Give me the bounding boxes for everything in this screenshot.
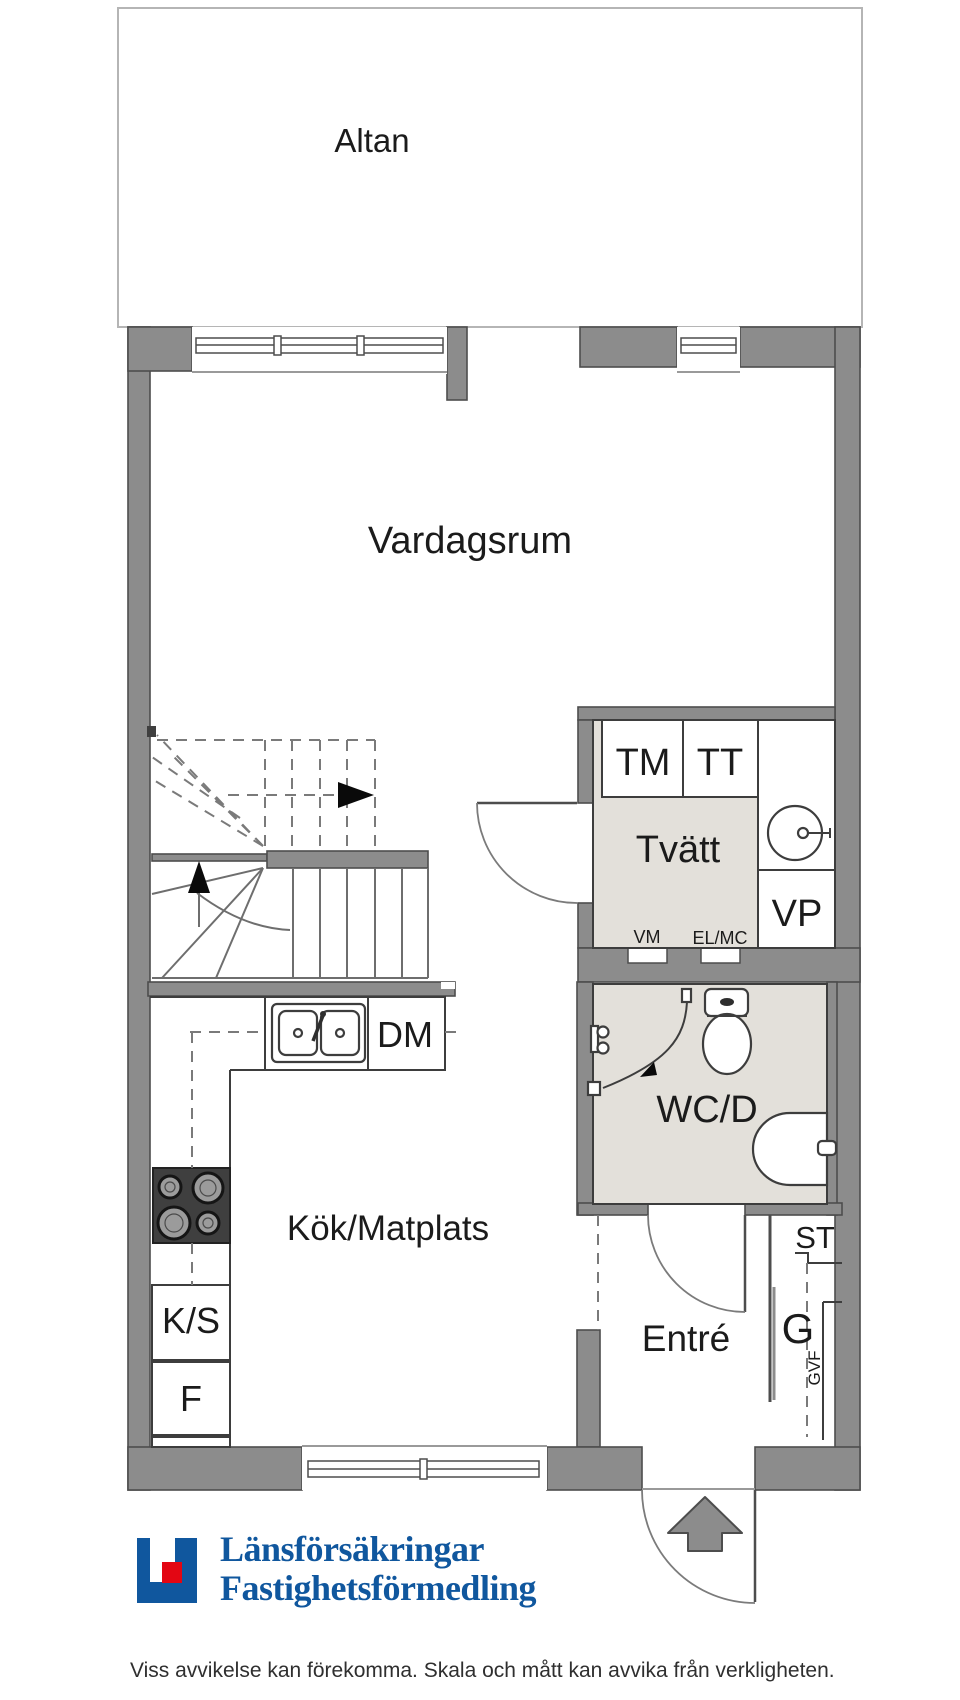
stairs [147,726,428,978]
stair-edge-bar [152,854,267,861]
washbasin-icon [753,1113,836,1185]
stair-up-arrow [188,861,210,893]
stairs-upper-flight-dashed [152,735,375,848]
room-label-entre: Entré [641,1318,731,1359]
room-label-tvatt: Tvätt [635,829,721,871]
appliance-label-vp: VP [771,893,823,935]
door-swing-arc [477,803,577,903]
stair-direction-arrow [338,782,374,808]
agency-name-line1: Länsförsäkringar [220,1529,485,1569]
window-kitchen [302,1443,547,1490]
stairs-lower-flight [152,861,428,978]
appliance-label-dm: DM [377,1014,433,1055]
toilet-icon [703,989,751,1074]
stair-wall-tick [147,726,156,737]
vm-niche [628,948,667,963]
appliance-label-tm: TM [615,742,671,784]
appliance-label-vm: VM [633,927,661,947]
agency-name-line2: Fastighetsförmedling [220,1568,536,1608]
door-swing-arc [648,1215,745,1312]
elmc-niche [701,948,740,963]
appliance-label-elmc: EL/MC [692,928,748,948]
lansforsakringar-logo-icon [137,1538,197,1603]
window-living-room [192,327,447,374]
room-label-wcd: WC/D [656,1089,758,1131]
appliance-label-gvf: GVF [805,1350,824,1386]
appliance-label-st: ST [795,1220,835,1255]
terrace-area [118,8,862,327]
stair-landing-bar [267,851,428,868]
stove-icon [153,1168,230,1243]
appliance-label-tt: TT [696,742,744,784]
room-wc-shower [588,984,836,1312]
appliance-label-f: F [180,1378,202,1419]
room-label-altan: Altan [334,122,410,159]
wc-door [648,1215,745,1312]
cabinet-strip [152,1437,230,1447]
agency-logo [137,1529,697,1626]
room-label-vardagsrum: Vardagsrum [367,520,573,562]
laundry-door [477,803,577,903]
appliance-label-g: G [781,1305,815,1352]
agency-name [220,1530,536,1608]
appliance-label-ks: K/S [161,1300,221,1341]
window-top-right [677,327,740,374]
disclaimer-text: Viss avvikelse kan förekomma. Skala och mått kan avvika från verkligheten. [130,1659,835,1682]
room-label-kok: Kök/Matplats [286,1209,490,1248]
kitchen-sink-icon [272,1004,365,1062]
